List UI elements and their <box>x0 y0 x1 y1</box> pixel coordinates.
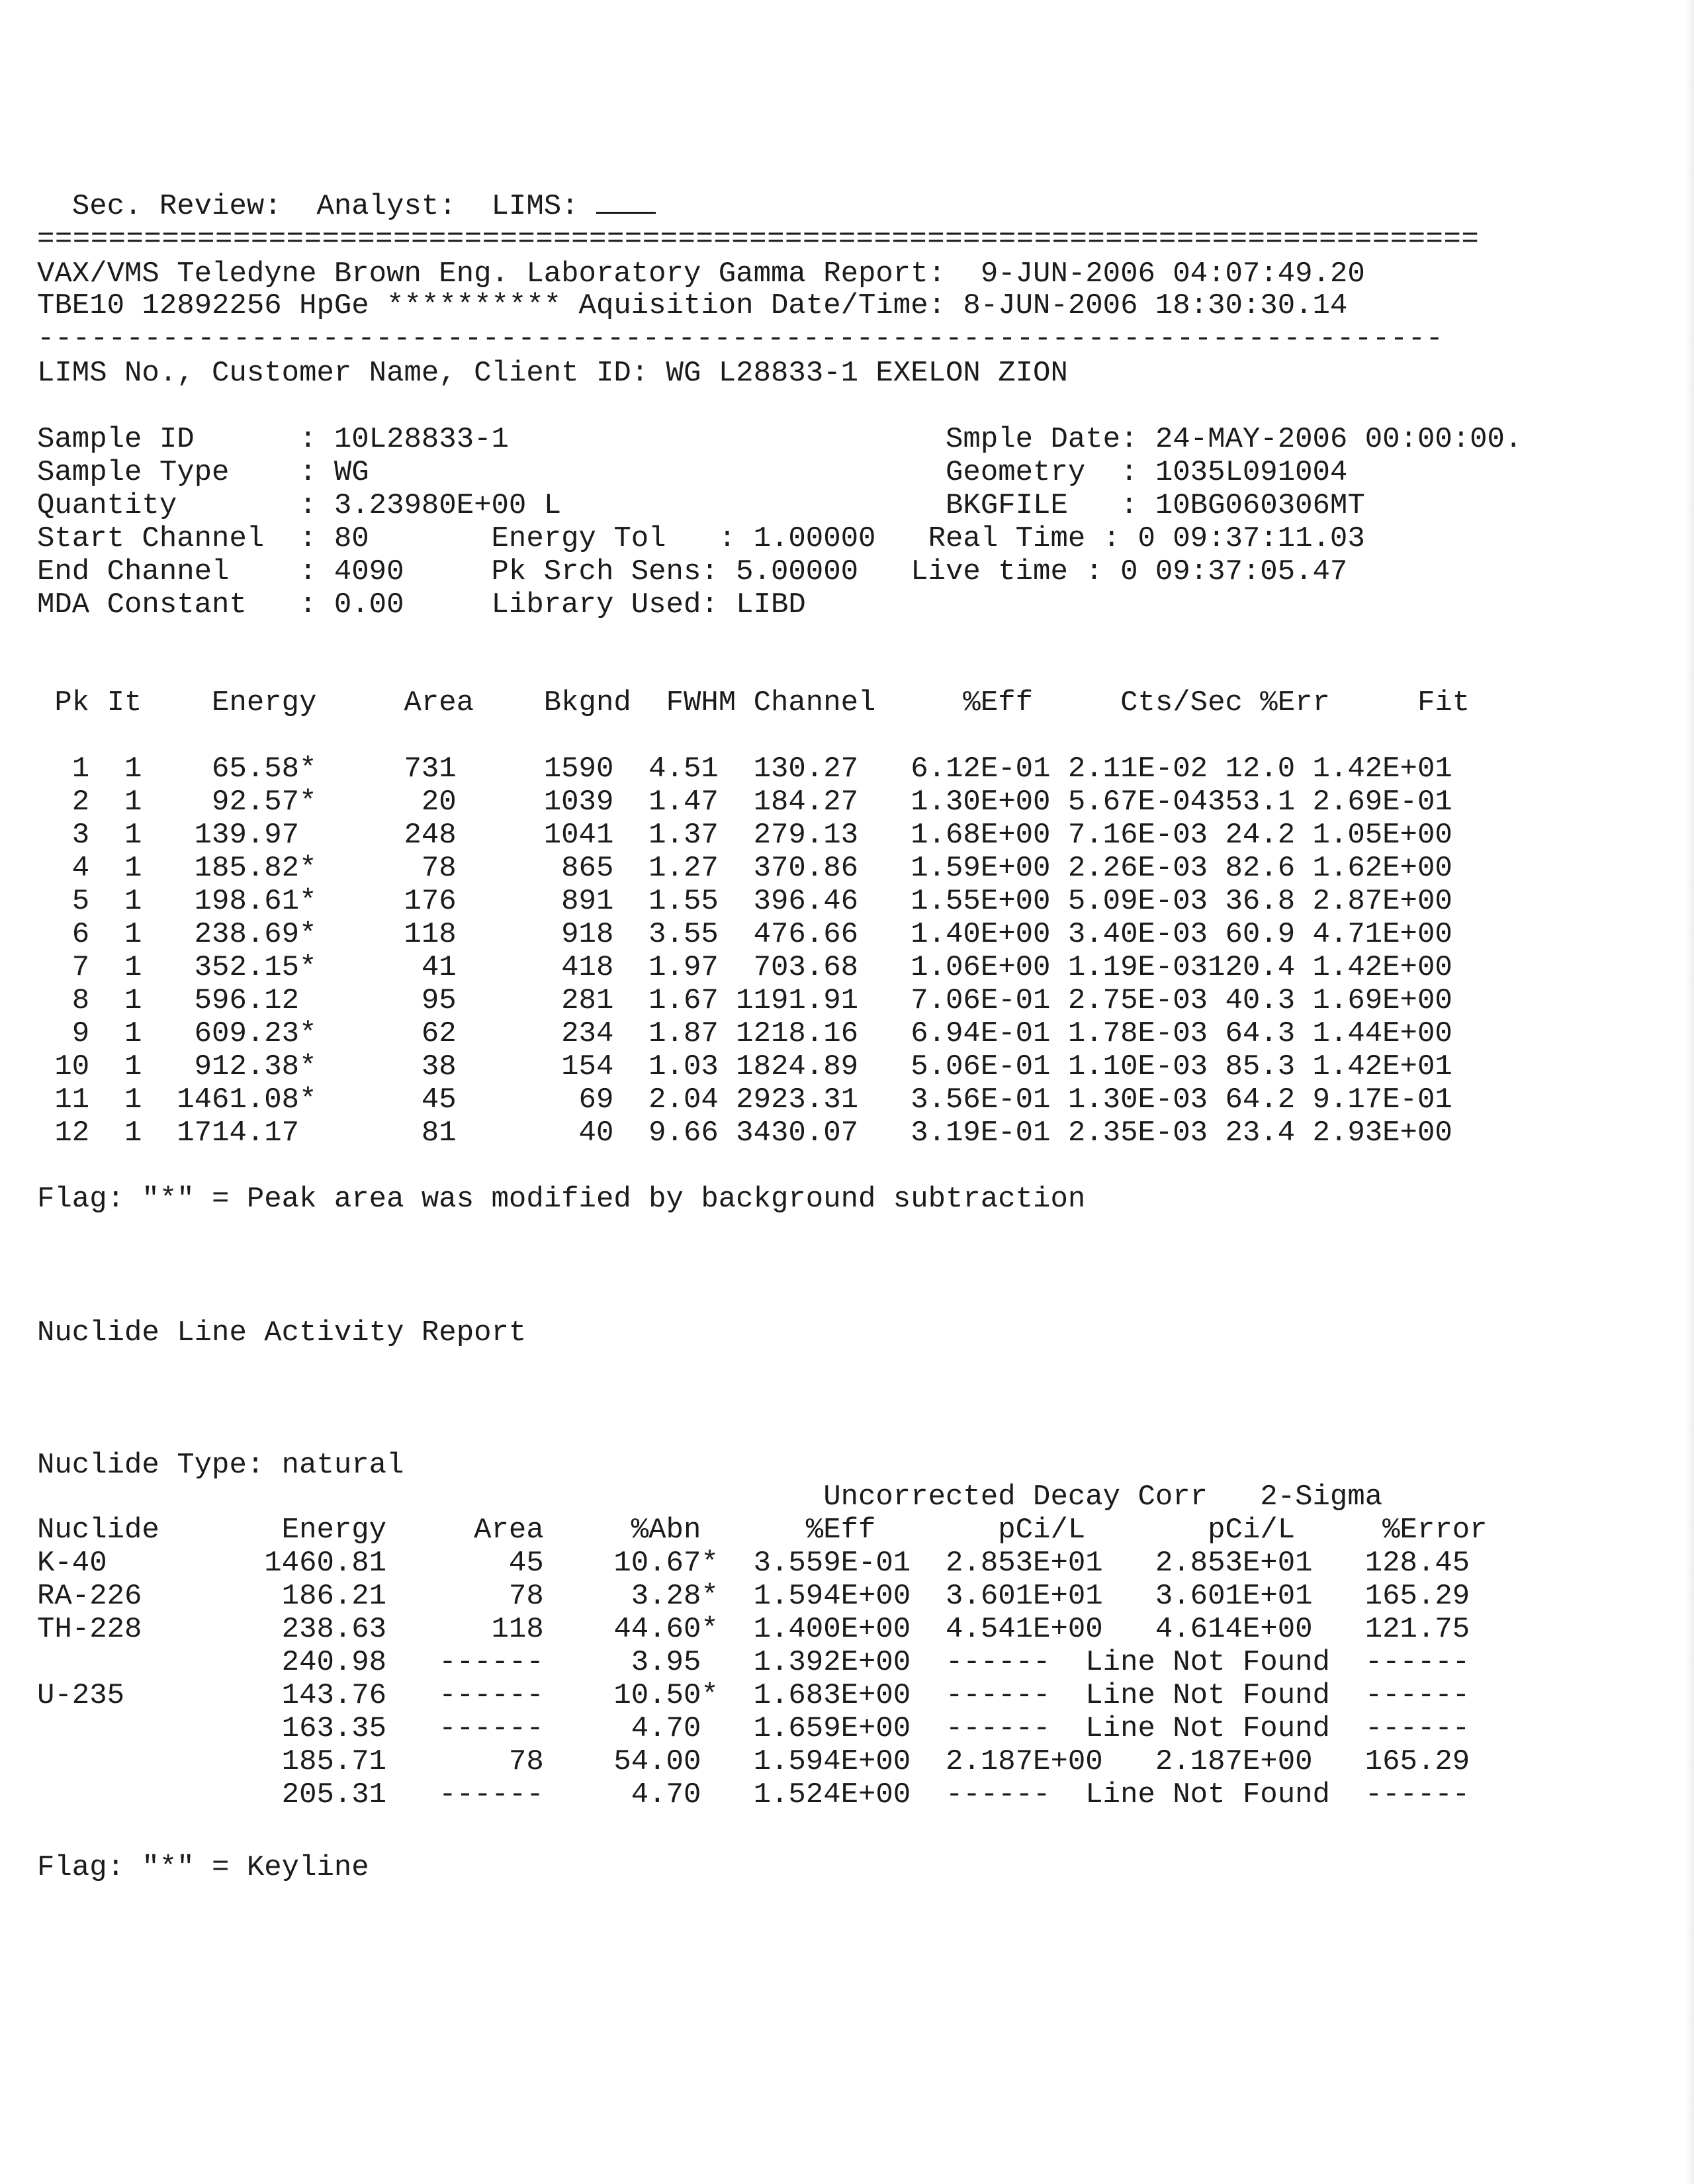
nuclide-flag-note: Flag: "*" = Keyline <box>37 1851 369 1884</box>
peak-row: 8 1 596.12 95 281 1.67 1191.91 7.06E-01 2.75E-03 40.3 1.69E+00 <box>37 984 1452 1017</box>
peak-row: 3 1 139.97 248 1041 1.37 279.13 1.68E+00 7.16E-03 24.2 1.05E+00 <box>37 819 1452 852</box>
detector-line: TBE10 12892256 HpGe ********** Aquisition Date/Time: 8-JUN-2006 18:30:30.14 <box>37 289 1348 322</box>
peak-row: 9 1 609.23* 62 234 1.87 1218.16 6.94E-01 1.78E-03 64.3 1.44E+00 <box>37 1017 1452 1050</box>
report-title: VAX/VMS Teledyne Brown Eng. Laboratory Gamma Report: 9-JUN-2006 04:07:49.20 <box>37 257 1365 291</box>
peak-row: 10 1 912.38* 38 154 1.03 1824.89 5.06E-01 1.10E-03 85.3 1.42E+01 <box>37 1050 1452 1083</box>
review-line <box>37 163 656 221</box>
nuclide-type-line: Nuclide Type: natural <box>37 1449 404 1482</box>
sample-line: Quantity : 3.23980E+00 L BKGFILE : 10BG060306MT <box>37 489 1365 522</box>
nuclide-row: RA-226 186.21 78 3.28* 1.594E+00 3.601E+01 3.601E+01 165.29 <box>37 1580 1470 1613</box>
sample-line: Start Channel : 80 Energy Tol : 1.00000 Real Time : 0 09:37:11.03 <box>37 522 1365 555</box>
peak-flag-note: Flag: "*" = Peak area was modified by background subtraction <box>37 1183 1086 1216</box>
peak-row: 4 1 185.82* 78 865 1.27 370.86 1.59E+00 2.26E-03 82.6 1.62E+00 <box>37 852 1452 885</box>
dashed-separator: ------------------------------------------------------------------------------- <box>37 324 1444 353</box>
sample-line: End Channel : 4090 Pk Srch Sens: 5.00000 Live time : 0 09:37:05.47 <box>37 555 1348 588</box>
review-line-text: Sec. Review: Analyst: LIMS: <box>71 190 596 223</box>
peak-row: 11 1 1461.08* 45 69 2.04 2923.31 3.56E-01 1.30E-03 64.2 9.17E-01 <box>37 1083 1452 1116</box>
peak-table-header: Pk It Energy Area Bkgnd FWHM Channel %Eff Cts/Sec %Err Fit <box>37 686 1470 719</box>
double-separator: ================================================================================= <box>37 225 1480 254</box>
nuclide-row: 185.71 78 54.00 1.594E+00 2.187E+00 2.187E+00 165.29 <box>37 1745 1470 1778</box>
nuclide-row: U-235 143.76 ------ 10.50* 1.683E+00 ------ Line Not Found ------ <box>37 1679 1470 1712</box>
sample-line: MDA Constant : 0.00 Library Used: LIBD <box>37 588 806 621</box>
nuclide-row: TH-228 238.63 118 44.60* 1.400E+00 4.541E+00 4.614E+00 121.75 <box>37 1613 1470 1646</box>
sample-line: Sample Type : WG Geometry : 1035L091004 <box>37 456 1348 489</box>
peak-row: 1 1 65.58* 731 1590 4.51 130.27 6.12E-01 2.11E-02 12.0 1.42E+01 <box>37 752 1452 786</box>
nuclide-report-title: Nuclide Line Activity Report <box>37 1316 527 1349</box>
peak-row: 12 1 1714.17 81 40 9.66 3430.07 3.19E-01 2.35E-03 23.4 2.93E+00 <box>37 1116 1452 1150</box>
peak-row: 5 1 198.61* 176 891 1.55 396.46 1.55E+00 5.09E-03 36.8 2.87E+00 <box>37 885 1452 918</box>
nuclide-row: 163.35 ------ 4.70 1.659E+00 ------ Line Not Found ------ <box>37 1712 1470 1745</box>
nuclide-header-line-1: Uncorrected Decay Corr 2-Sigma <box>37 1480 1383 1514</box>
peak-row: 2 1 92.57* 20 1039 1.47 184.27 1.30E+00 5.67E-04353.1 2.69E-01 <box>37 786 1452 819</box>
nuclide-header-line-2: Nuclide Energy Area %Abn %Eff pCi/L pCi/L %Error <box>37 1514 1488 1547</box>
peak-row: 7 1 352.15* 41 418 1.97 703.68 1.06E+00 1.19E-03120.4 1.42E+00 <box>37 951 1452 984</box>
sample-line: Sample ID : 10L28833-1 Smple Date: 24-MAY-2006 00:00:00. <box>37 423 1523 456</box>
nuclide-row: 205.31 ------ 4.70 1.524E+00 ------ Line Not Found ------ <box>37 1778 1470 1811</box>
peak-row: 6 1 238.69* 118 918 3.55 476.66 1.40E+00 3.40E-03 60.9 4.71E+00 <box>37 918 1452 951</box>
scan-edge <box>1685 0 1694 2184</box>
nuclide-row: K-40 1460.81 45 10.67* 3.559E-01 2.853E+01 2.853E+01 128.45 <box>37 1547 1470 1580</box>
nuclide-row: 240.98 ------ 3.95 1.392E+00 ------ Line Not Found ------ <box>37 1646 1470 1679</box>
lims-line: LIMS No., Customer Name, Client ID: WG L28833-1 EXELON ZION <box>37 357 1068 390</box>
lims-blank <box>596 199 656 214</box>
